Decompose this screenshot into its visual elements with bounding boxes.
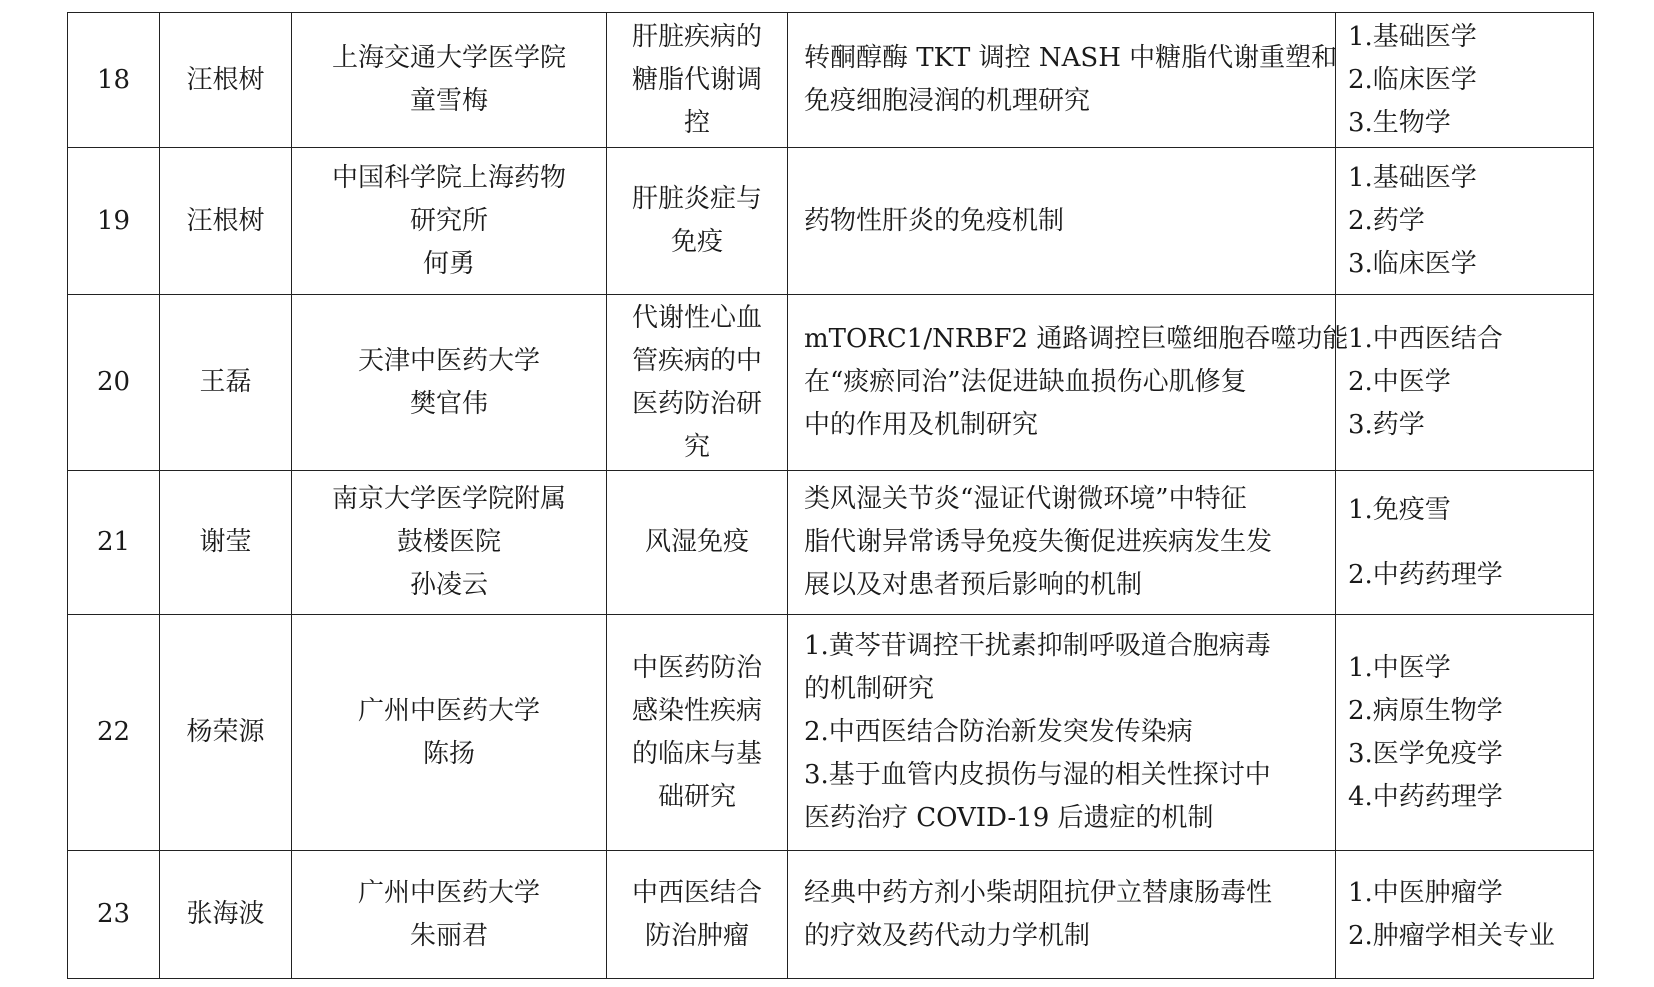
- row-number: 19: [68, 148, 160, 295]
- tutor-name: 汪根树: [160, 148, 292, 295]
- project-topic: 经典中药方剂小柴胡阻抗伊立替康肠毒性 的疗效及药代动力学机制: [788, 851, 1336, 979]
- project-topic: mTORC1/NRBF2 通路调控巨噬细胞吞噬功能 在“痰瘀同治”法促进缺血损伤心肌修复 中的作用及机制研究: [788, 295, 1336, 471]
- research-direction: 肝脏疾病的 糖脂代谢调 控: [607, 13, 788, 148]
- institution-cell: 天津中医药大学 樊官伟: [292, 295, 607, 471]
- tutor-name: 王磊: [160, 295, 292, 471]
- project-topic: 转酮醇酶 TKT 调控 NASH 中糖脂代谢重塑和 免疫细胞浸润的机理研究: [788, 13, 1336, 148]
- disciplines-list: 1.基础医学 2.药学 3.临床医学: [1336, 148, 1594, 295]
- disciplines-list: 1.免疫雪 2.中药药理学: [1336, 471, 1594, 615]
- research-direction: 代谢性心血 管疾病的中 医药防治研 究: [607, 295, 788, 471]
- research-direction: 中西医结合 防治肿瘤: [607, 851, 788, 979]
- table-row: [68, 13, 1594, 148]
- tutor-name: 张海波: [160, 851, 292, 979]
- project-topic: 药物性肝炎的免疫机制: [788, 148, 1336, 295]
- research-direction: 中医药防治 感染性疾病 的临床与基 础研究: [607, 615, 788, 851]
- tutor-name: 杨荣源: [160, 615, 292, 851]
- research-direction: 肝脏炎症与 免疫: [607, 148, 788, 295]
- disciplines-list: 1.基础医学 2.临床医学 3.生物学: [1336, 13, 1594, 148]
- tutor-name: 谢莹: [160, 471, 292, 615]
- research-direction: 风湿免疫: [607, 471, 788, 615]
- table-row: [68, 851, 1594, 979]
- institution-cell: 上海交通大学医学院 童雪梅: [292, 13, 607, 148]
- disciplines-list: 1.中医肿瘤学 2.肿瘤学相关专业: [1336, 851, 1594, 979]
- project-topic: 1.黄芩苷调控干扰素抑制呼吸道合胞病毒 的机制研究 2.中西医结合防治新发突发传染病 3.基于血管内皮损伤与湿的相关性探讨中 医药治疗 COVID-19 后遗症的机制: [788, 615, 1336, 851]
- table-row: [68, 471, 1594, 615]
- projects-table: [67, 12, 1594, 979]
- row-number: 18: [68, 13, 160, 148]
- row-number: 20: [68, 295, 160, 471]
- institution-cell: 广州中医药大学 陈扬: [292, 615, 607, 851]
- institution-cell: 南京大学医学院附属 鼓楼医院 孙凌云: [292, 471, 607, 615]
- row-number: 21: [68, 471, 160, 615]
- disciplines-list: 1.中医学 2.病原生物学 3.医学免疫学 4.中药药理学: [1336, 615, 1594, 851]
- row-number: 23: [68, 851, 160, 979]
- disciplines-list: 1.中西医结合 2.中医学 3.药学: [1336, 295, 1594, 471]
- institution-cell: 广州中医药大学 朱丽君: [292, 851, 607, 979]
- institution-cell: 中国科学院上海药物 研究所 何勇: [292, 148, 607, 295]
- project-topic: 类风湿关节炎“湿证代谢微环境”中特征 脂代谢异常诱导免疫失衡促进疾病发生发 展以及对患者预后影响的机制: [788, 471, 1336, 615]
- table-row: [68, 295, 1594, 471]
- table-row: [68, 615, 1594, 851]
- tutor-name: 汪根树: [160, 13, 292, 148]
- table-row: [68, 148, 1594, 295]
- row-number: 22: [68, 615, 160, 851]
